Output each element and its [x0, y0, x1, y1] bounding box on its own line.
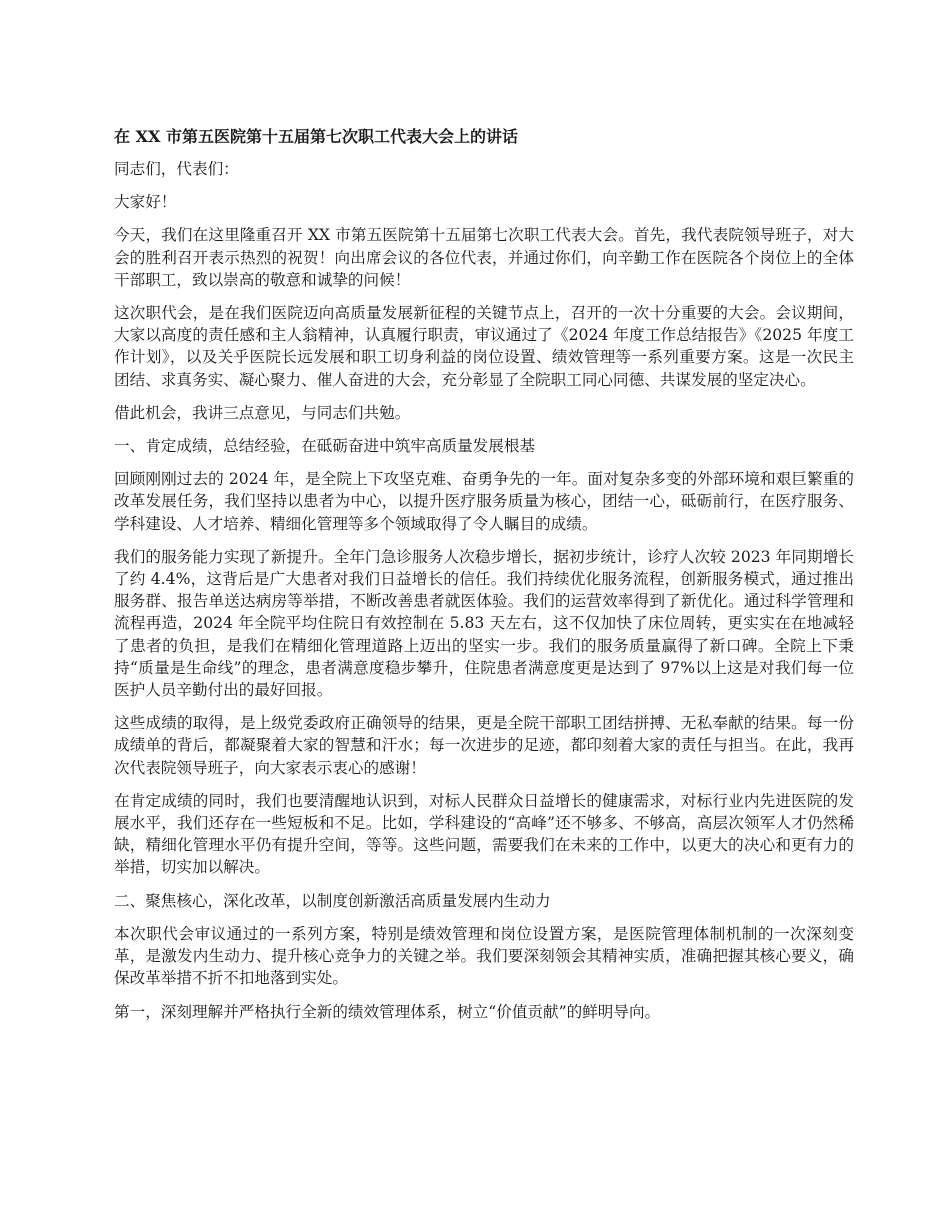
thanks-paragraph: 这些成绩的取得，是上级党委政府正确领导的结果，更是全院干部职工团结拼搏、无私奉献的结果。每一份成绩单的背后，都凝聚着大家的智慧和汗水；每一次进步的足迹，都印刻着大家的责任与担当。在此，我再次代表院领导班子，向大家表示衷心的感谢！: [114, 714, 854, 777]
greeting-paragraph: 同志们，代表们：: [114, 160, 239, 178]
document-page: [114, 122, 854, 1034]
opening-paragraph: 今天，我们在这里隆重召开 XX 市第五医院第十五届第七次职工代表大会。首先，我代表院领导班子，对大会的胜利召开表示热烈的祝贺！向出席会议的各位代表，并通过你们，向辛勤工作在医院各个岗位上的全体干部职工，致以崇高的敬意和诚挚的问候！: [114, 226, 854, 289]
shortcomings-paragraph: 在肯定成绩的同时，我们也要清醒地认识到，对标人民群众日益增长的健康需求，对标行业内先进医院的发展水平，我们还存在一些短板和不足。比如，学科建设的“高峰”还不够多、不够高，高层次领军人才仍然稀缺，精细化管理水平仍有提升空间，等等。这些问题，需要我们在未来的工作中，以更大的决心和更有力的举措，切实加以解决。: [114, 791, 854, 877]
document-title: 在 XX 市第五医院第十五届第七次职工代表大会上的讲话: [114, 127, 518, 146]
review-paragraph: 回顾刚刚过去的 2024 年，是全院上下攻坚克难、奋勇争先的一年。面对复杂多变的外部环境和艰巨繁重的改革发展任务，我们坚持以患者为中心，以提升医疗服务质量为核心，团结一心，砥砺前行，在医疗服务、学科建设、人才培养、精细化管理等多个领域取得了令人瞩目的成绩。: [114, 470, 854, 533]
section-heading-1: 一、肯定成绩，总结经验，在砥砺奋进中筑牢高质量发展根基: [114, 437, 536, 456]
salutation-paragraph: 大家好！: [114, 193, 177, 212]
meeting-summary-paragraph: 这次职代会，是在我们医院迈向高质量发展新征程的关键节点上，召开的一次十分重要的大会。会议期间，大家以高度的责任感和主人翁精神，认真履行职责，审议通过了《2024 年度工作总结报告》《2025 年度工作计划》，以及关乎医院长远发展和职工切身利益的岗位设置、绩效管理等一系列重要方案。这是一次民主团结、求真务实、凝心聚力、催人奋进的大会，充分彰显了全院职工同心同德、共谋发展的坚定决心。: [114, 304, 854, 389]
achievements-paragraph: 我们的服务能力实现了新提升。全年门急诊服务人次稳步增长，据初步统计，诊疗人次较 2023 年同期增长了约 4.4%，这背后是广大患者对我们日益增长的信任。我们持续优化服务流程，创新服务模式，通过推出服务群、报告单送达病房等举措，不断改善患者就医体验。我们的运营效率得到了新优化。通过科学管理和流程再造，2024 年全院平均住院日有效控制在 5.83 天左右，这不仅加快了床位周转，更实实在在地减轻了患者的负担，是我们在精细化管理道路上迈出的坚实一步。我们的服务质量赢得了新口碑。全院上下秉持“质量是生命线”的理念，患者满意度稳步攀升，住院患者满意度更是达到了 97%以上这是对我们每一位医护人员辛勤付出的最好回报。: [114, 547, 854, 700]
reform-paragraph: 本次职代会审议通过的一系列方案，特别是绩效管理和岗位设置方案，是医院管理体制机制的一次深刻变革，是激发内生动力、提升核心竞争力的关键之举。我们要深刻领会其精神实质，准确把握其核心要义，确保改革举措不折不扣地落到实处。: [114, 924, 854, 988]
first-point-paragraph: 第一，深刻理解并严格执行全新的绩效管理体系，树立“价值贡献”的鲜明导向。: [114, 1002, 661, 1021]
section-heading-2: 二、聚焦核心，深化改革，以制度创新激活高质量发展内生动力: [114, 891, 551, 910]
intro-points-paragraph: 借此机会，我讲三点意见，与同志们共勉。: [114, 403, 411, 422]
